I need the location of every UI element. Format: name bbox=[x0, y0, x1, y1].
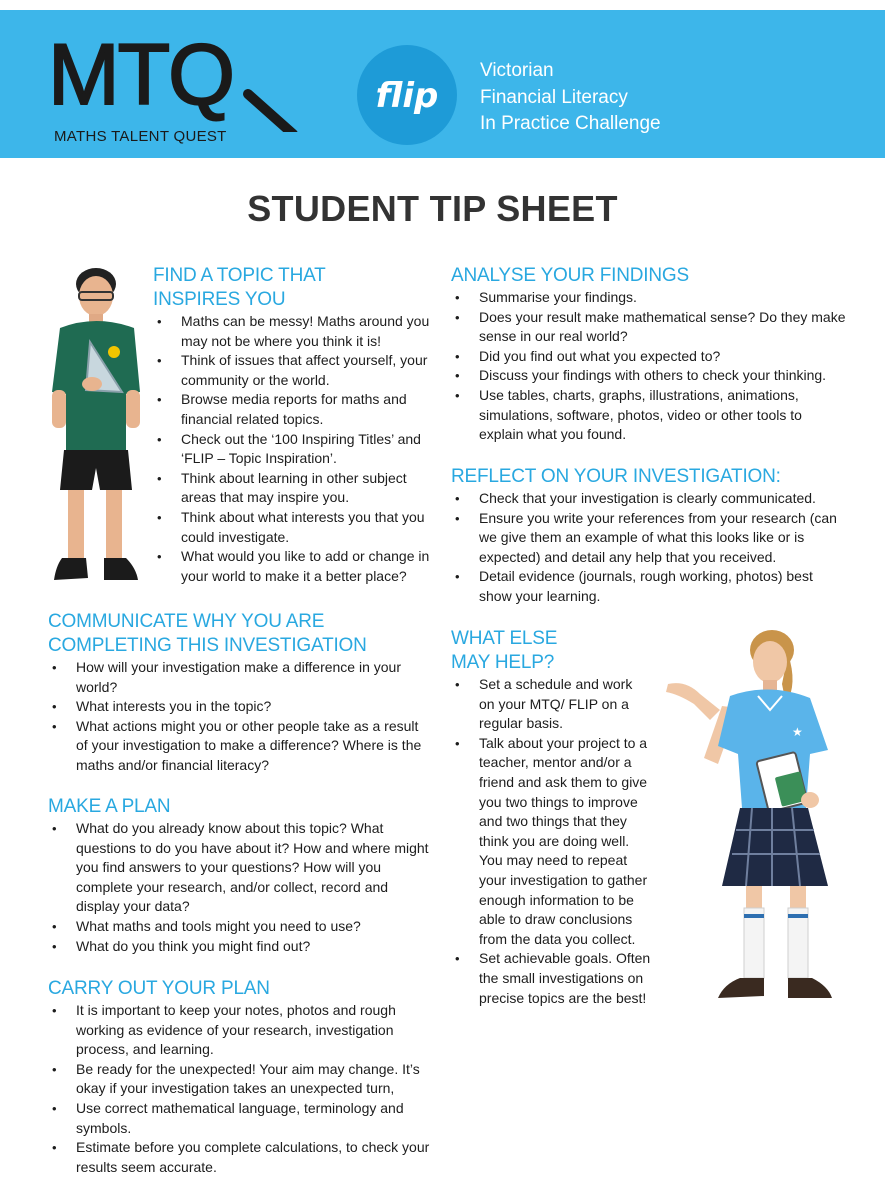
student-boy-illustration bbox=[42, 262, 146, 587]
list-item: • Discuss your findings with others to check your thinking. bbox=[451, 366, 846, 386]
flip-tagline-line: Victorian bbox=[480, 60, 554, 81]
bullet-list bbox=[451, 288, 846, 445]
header-banner bbox=[0, 10, 885, 158]
list-item: • Think of issues that affect yourself, your community or the world. bbox=[153, 351, 443, 390]
student-girl-illustration bbox=[660, 624, 840, 1002]
list-item: • Detail evidence (journals, rough working, photos) best show your learning. bbox=[451, 567, 846, 606]
section-heading: ANALYSE YOUR FINDINGS bbox=[451, 265, 689, 286]
bullet-list bbox=[48, 1001, 438, 1177]
magnifier-icon bbox=[48, 32, 308, 132]
bullet-list bbox=[48, 658, 430, 776]
list-item: • Check that your investigation is clearly communicated. bbox=[451, 489, 846, 509]
list-item: • Does your result make mathematical sense? Do they make sense in our real world? bbox=[451, 308, 846, 347]
list-item: • Set achievable goals. Often the small investigations on precise topics are the best! bbox=[451, 949, 651, 1008]
page-title: STUDENT TIP SHEET bbox=[247, 188, 618, 229]
section-heading: FIND A TOPIC THAT INSPIRES YOU bbox=[153, 265, 326, 310]
list-item: • Talk about your project to a teacher, mentor and/or a friend and ask them to give you two things to improve and two things that they think you are doing well. You may need to repeat your investigation to gather enough information to be able to draw conclusions from the data you collect. bbox=[451, 734, 651, 950]
list-item: • Use tables, charts, graphs, illustrations, animations, simulations, software, photos, video or other tools to explain what you found. bbox=[451, 386, 846, 445]
section-heading: MAKE A PLAN bbox=[48, 796, 171, 817]
section-heading: COMMUNICATE WHY YOU ARE COMPLETING THIS INVESTIGATION bbox=[48, 611, 367, 656]
flip-logo-text: flip bbox=[375, 76, 439, 116]
bullet-list bbox=[48, 819, 432, 956]
list-item: • What do you already know about this topic? What questions to do you have about it? How and where might you find answers to your questions? How will you complete your research, and/or collect, record and display your data? bbox=[48, 819, 432, 917]
mtq-letters: MTQ bbox=[48, 32, 234, 123]
list-item: • How will your investigation make a difference in your world? bbox=[48, 658, 430, 697]
section-carry-out bbox=[48, 977, 438, 1177]
flip-logo bbox=[355, 43, 459, 147]
flip-tagline-line: In Practice Challenge bbox=[480, 113, 661, 134]
section-find-topic bbox=[153, 264, 443, 586]
list-item: • Estimate before you complete calculations, to check your results seem accurate. bbox=[48, 1138, 438, 1177]
list-item: • What do you think you might find out? bbox=[48, 937, 432, 957]
section-heading: REFLECT ON YOUR INVESTIGATION: bbox=[451, 466, 781, 487]
svg-text:★: ★ bbox=[792, 725, 803, 739]
list-item: • Use correct mathematical language, terminology and symbols. bbox=[48, 1099, 438, 1138]
list-item: • Ensure you write your references from your research (can we give them an example of what this looks like or is expected) and detail any help that you received. bbox=[451, 509, 846, 568]
bullet-list bbox=[451, 489, 846, 607]
list-item: • What interests you in the topic? bbox=[48, 697, 430, 717]
bullet-list bbox=[451, 675, 651, 1008]
list-item: • What maths and tools might you need to use? bbox=[48, 917, 432, 937]
list-item: • What would you like to add or change in your world to make it a better place? bbox=[153, 547, 443, 586]
list-item: • Check out the ‘100 Inspiring Titles’ and ‘FLIP – Topic Inspiration’. bbox=[153, 430, 443, 469]
section-communicate bbox=[48, 610, 430, 776]
section-heading: CARRY OUT YOUR PLAN bbox=[48, 978, 270, 999]
list-item: • It is important to keep your notes, photos and rough working as evidence of your research, investigation process, and learning. bbox=[48, 1001, 438, 1060]
flip-tagline-line: Financial Literacy bbox=[480, 86, 628, 108]
list-item: • Be ready for the unexpected! Your aim may change. It’s okay if your investigation takes an unexpected turn, bbox=[48, 1060, 438, 1099]
section-reflect bbox=[451, 465, 846, 607]
list-item: • Set a schedule and work on your MTQ/ FLIP on a regular basis. bbox=[451, 675, 651, 734]
list-item: • Browse media reports for maths and financial related topics. bbox=[153, 390, 443, 429]
list-item: • Think about what interests you that you could investigate. bbox=[153, 508, 443, 547]
mtq-logo bbox=[48, 32, 308, 152]
list-item: • Summarise your findings. bbox=[451, 288, 846, 308]
list-item: • Maths can be messy! Maths around you may not be where you think it is! bbox=[153, 312, 443, 351]
mtq-subtitle: MATHS TALENT QUEST bbox=[54, 128, 227, 145]
bullet-list bbox=[153, 312, 443, 586]
section-make-plan bbox=[48, 795, 432, 956]
list-item: • Did you find out what you expected to? bbox=[451, 347, 846, 367]
flip-tagline bbox=[480, 58, 661, 138]
section-what-else bbox=[451, 627, 651, 1008]
list-item: • Think about learning in other subject areas that may inspire you. bbox=[153, 469, 443, 508]
section-heading: WHAT ELSE MAY HELP? bbox=[451, 628, 558, 673]
section-analyse bbox=[451, 264, 846, 445]
list-item: • What actions might you or other people take as a result of your investigation to make a difference? Where is the maths and/or financial literacy? bbox=[48, 717, 430, 776]
